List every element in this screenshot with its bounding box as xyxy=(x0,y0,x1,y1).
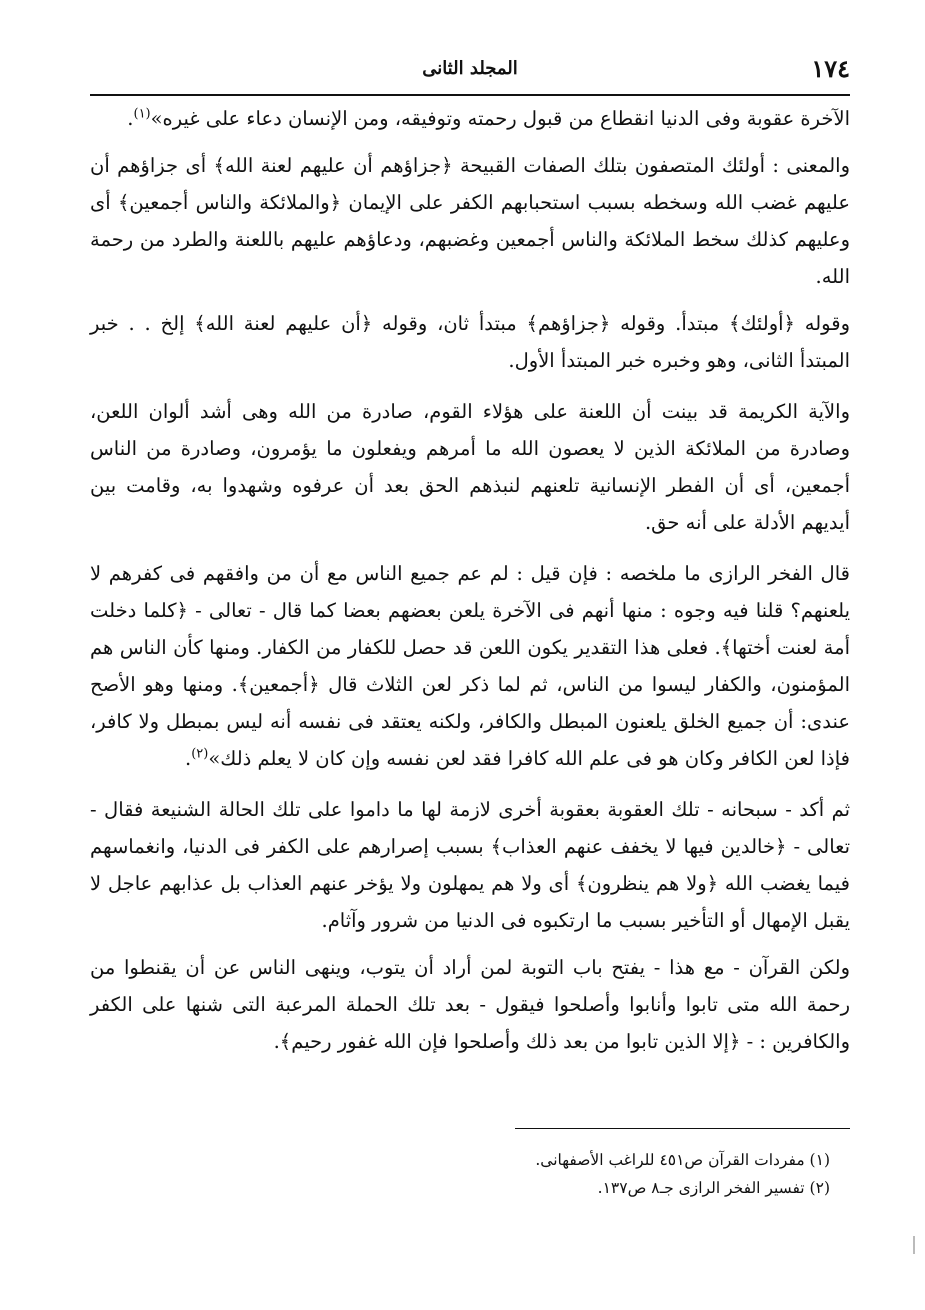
paragraph-1: الآخرة عقوبة وفى الدنيا انقطاع من قبول رحمته وتوفيقه، ومن الإنسان دعاء على غيره»$^{(١)}$. xyxy=(127,106,850,130)
header-rule xyxy=(90,94,850,96)
body-text xyxy=(90,100,850,1070)
paragraph-7: ولكن القرآن - مع هذا - يفتح باب التوبة لمن أراد أن يتوب، وينهى الناس عن أن يقنطوا من رحمة الله متى تابوا وأنابوا وأصلحوا فيقول - بعد تلك الحملة المرعبة التى شنها على الكفر والكافرين : - ﴿إلا الذين تابوا من بعد ذلك وأصلحوا فإن الله غفور رحيم﴾. xyxy=(90,956,850,1053)
running-title: المجلد الثانى xyxy=(422,58,518,79)
footnote-ref-1: (١) xyxy=(133,106,151,122)
footnote-ref-2: (٢) xyxy=(191,746,209,762)
footnote-1: (١) مفردات القرآن ص٤٥١ للراغب الأصفهانى. xyxy=(535,1151,830,1169)
page-number: ١٧٤ xyxy=(811,54,850,83)
end-mark: . xyxy=(184,747,192,770)
footnotes xyxy=(90,1146,830,1202)
footnote-2: (٢) تفسير الفخر الرازى جـ٨ ص١٣٧. xyxy=(597,1179,830,1197)
paragraph-4: والآية الكريمة قد بينت أن اللعنة على هؤلاء القوم، صادرة من الله وهى أشد ألوان اللعن، وصادرة من الملائكة الذين لا يعصون الله ما أمرهم ويفعلون ما يؤمرون، وصادرة من الناس أجمعين، أى أن الفطر الإنسانية تلعنهم لنبذهم الحق بعد أن عرفوه وشهدوا به، وقامت بين أيديهم الأدلة على أنه حق. xyxy=(90,400,850,534)
footnote-rule xyxy=(515,1128,850,1129)
paragraph-6: ثم أكد - سبحانه - تلك العقوبة بعقوبة أخرى لازمة لها ما داموا على تلك الحالة الشنيعة فقال - تعالى - ﴿خالدين فيها لا يخفف عنهم العذاب﴾ بسبب إصرارهم على الكفر فى الدنيا، وانغماسهم فيما يغضب الله ﴿ولا هم ينظرون﴾ أى ولا هم يمهلون ولا يؤخر عنهم العذاب بل عذابهم عاجل لا يقبل الإمهال أو التأخير بسبب ما ارتكبوه فى الدنيا من شرور وآثام. xyxy=(90,798,850,932)
paragraph-3: وقوله ﴿أولئك﴾ مبتدأ. وقوله ﴿جزاؤهم﴾ مبتدأ ثان، وقوله ﴿أن عليهم لعنة الله﴾ إلخ . . خبر المبتدأ الثانى، وهو وخبره خبر المبتدأ الأول. xyxy=(90,312,850,372)
paragraph-5: قال الفخر الرازى ما ملخصه : فإن قيل : لم عم جميع الناس مع أن من وافقهم فى كفرهم لا يلعنهم؟ قلنا فيه وجوه : منها أنهم فى الآخرة يلعن بعضهم بعضا كما قال - تعالى - ﴿كلما دخلت أمة لعنت أختها﴾. فعلى هذا التقدير يكون اللعن قد حصل للكفار من الكفار. ومنها كأن الناس هم المؤمنون، والكفار ليسوا من الناس، ثم لما ذكر لعن الثلاث قال ﴿أجمعين﴾. ومنها وهو الأصح عندى: أن جميع الخلق يلعنون المبطل والكافر، ولكنه يعتقد فى نفسه أنه ليس بمبطل ولا كافر، فإذا لعن الكافر وكان هو فى علم الله كافرا فقد لعن نفسه وإن كان لا يعلم ذلك»$^{(٢)}$. xyxy=(90,562,850,770)
page-header xyxy=(90,50,850,92)
scan-edge-mark xyxy=(913,1236,915,1254)
end-mark: . xyxy=(127,107,134,130)
paragraph-2: والمعنى : أولئك المتصفون بتلك الصفات القبيحة ﴿جزاؤهم أن عليهم لعنة الله﴾ أى جزاؤهم أن عليهم غضب الله وسخطه بسبب استحبابهم الكفر على الإيمان ﴿والملائكة والناس أجمعين﴾ أى وعليهم كذلك سخط الملائكة والناس أجمعين وغضبهم، ودعاؤهم عليهم باللعنة والطرد من رحمة الله. xyxy=(90,154,850,288)
